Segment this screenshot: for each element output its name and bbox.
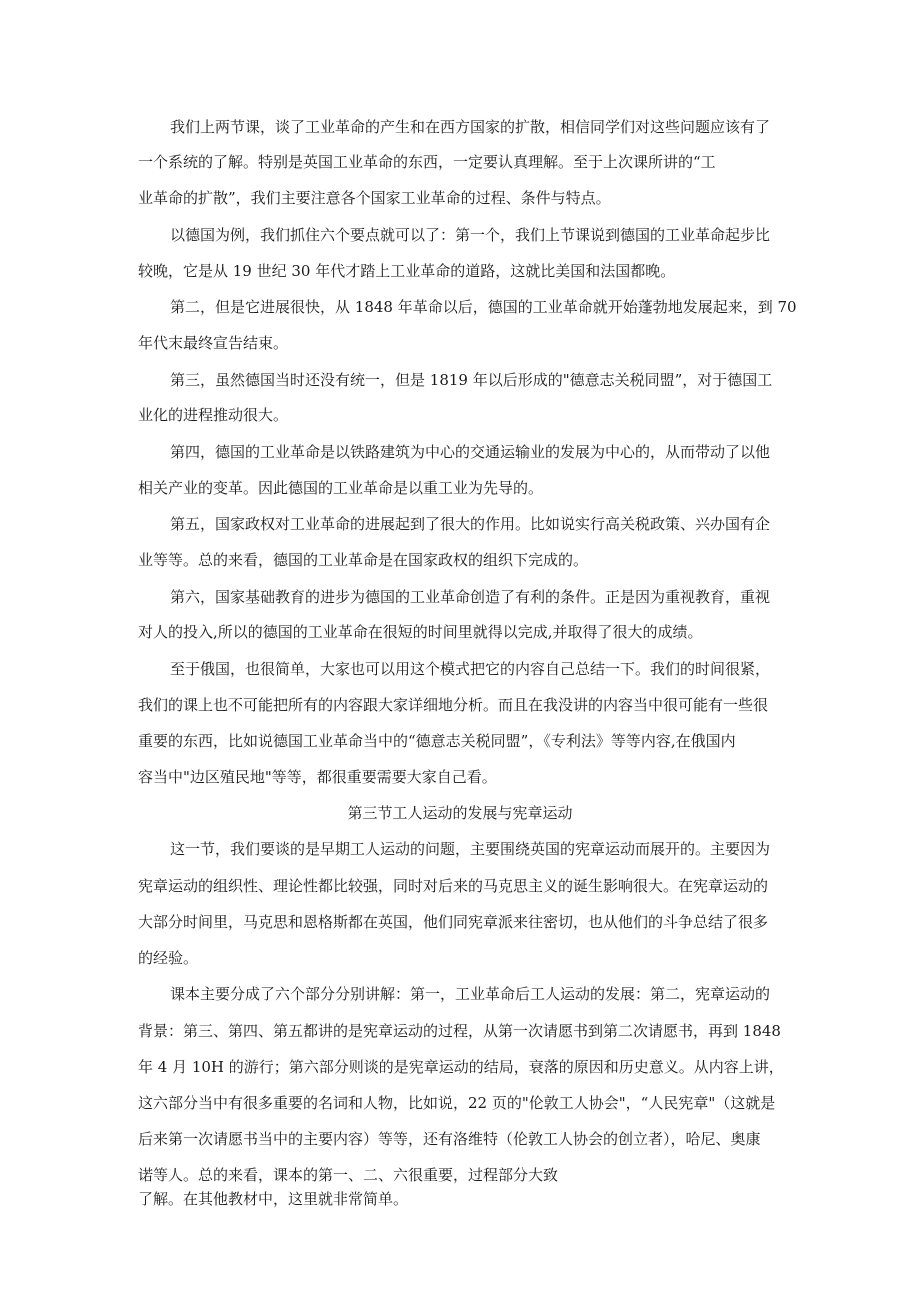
paragraph-8-line-4: 容当中"边区殖民地"等等，都很重要需要大家自己看。 (138, 768, 497, 786)
paragraph-6-line-1: 第五，国家政权对工业革命的进展起到了很大的作用。比如说实行高关税政策、兴办国有企 (170, 515, 771, 533)
paragraph-2-line-1: 以德国为例，我们抓住六个要点就可以了：第一个，我们上节课说到德国的工业革命起步比 (170, 226, 771, 244)
paragraph-7-line-2: 对人的投入,所以的德国的工业革命在很短的时间里就得以完成,并取得了很大的成绩。 (138, 623, 703, 641)
paragraph-7-line-1: 第六，国家基础教育的进步为德国的工业革命创造了有利的条件。正是因为重视教育，重视 (170, 588, 771, 606)
paragraph-10-line-3: 年 4 月 10H 的游行；第六部分则谈的是宪章运动的结局，衰落的原因和历史意义。从内容上讲， (138, 1058, 784, 1076)
paragraph-9-line-1: 这一节，我们要谈的是早期工人运动的问题，主要围绕英国的宪章运动而展开的。主要因为 (170, 840, 771, 858)
paragraph-9-line-3: 大部分时间里，马克思和恩格斯都在英国，他们同宪章派来往密切，也从他们的斗争总结了很多 (138, 913, 769, 931)
paragraph-3-line-1: 第二，但是它进展很快，从 1848 年革命以后，德国的工业革命就开始蓬勃地发展起来，到 70 (170, 298, 797, 316)
paragraph-5-line-2: 相关产业的变革。因此德国的工业革命是以重工业为先导的。 (138, 479, 544, 497)
paragraph-8-line-3: 重要的东西，比如说德国工业革命当中的“德意志关税同盟”，《专利法》等等内容,在俄国内 (138, 732, 736, 750)
paragraph-5-line-1: 第四，德国的工业革命是以铁路建筑为中心的交通运输业的发展为中心的，从而带动了以他 (170, 443, 771, 461)
paragraph-1-line-1: 我们上两节课，谈了工业革命的产生和在西方国家的扩散，相信同学们对这些问题应该有了 (170, 118, 771, 136)
paragraph-1-line-3: 业革命的扩散”，我们主要注意各个国家工业革命的过程、条件与特点。 (138, 189, 611, 207)
paragraph-9-line-4: 的经验。 (138, 949, 199, 967)
paragraph-6-line-2: 业等等。总的来看，德国的工业革命是在国家政权的组织下完成的。 (138, 551, 589, 569)
paragraph-2-line-2: 较晚，它是从 19 世纪 30 年代才踏上工业革命的道路，这就比美国和法国都晚。 (138, 262, 676, 280)
paragraph-8-line-1: 至于俄国，也很简单，大家也可以用这个模式把它的内容自己总结一下。我们的时间很紧， (170, 660, 771, 678)
paragraph-10-line-6: 诺等人。总的来看，课本的第一、二、六很重要，过程部分大致 (138, 1166, 559, 1184)
paragraph-3-line-2: 年代末最终宣告结束。 (138, 334, 289, 352)
paragraph-9-line-2: 宪章运动的组织性、理论性都比较强，同时对后来的马克思主义的诞生影响很大。在宪章运动的 (138, 877, 769, 895)
paragraph-1-line-2: 一个系统的了解。特别是英国工业革命的东西，一定要认真理解。至于上次课所讲的“工 (138, 153, 716, 171)
paragraph-8-line-2: 我们的课上也不可能把所有的内容跟大家详细地分析。而且在我没讲的内容当中很可能有一些很 (138, 696, 769, 714)
paragraph-10-line-4: 这六部分当中有很多重要的名词和人物，比如说，22 页的"伦敦工人协会"，“人民宪章"（这就是 (138, 1094, 776, 1112)
section-heading: 第三节工人运动的发展与宪章运动 (347, 804, 573, 822)
paragraph-4-line-2: 业化的进程推动很大。 (138, 406, 289, 424)
paragraph-10-line-1: 课本主要分成了六个部分分别讲解：第一，工业革命后工人运动的发展：第二，宪章运动的 (170, 985, 771, 1003)
paragraph-10-line-2: 背景：第三、第四、第五都讲的是宪章运动的过程，从第一次请愿书到第二次请愿书，再到 1848 (138, 1022, 781, 1040)
paragraph-4-line-1: 第三，虽然德国当时还没有统一，但是 1819 年以后形成的"德意志关税同盟”，对于德国工 (170, 371, 773, 389)
paragraph-10-line-7: 了解。在其他教材中，这里就非常简单。 (138, 1190, 409, 1208)
paragraph-10-line-5: 后来第一次请愿书当中的主要内容）等等，还有洛维特（伦敦工人协会的创立者），哈尼、奥康 (138, 1130, 761, 1148)
